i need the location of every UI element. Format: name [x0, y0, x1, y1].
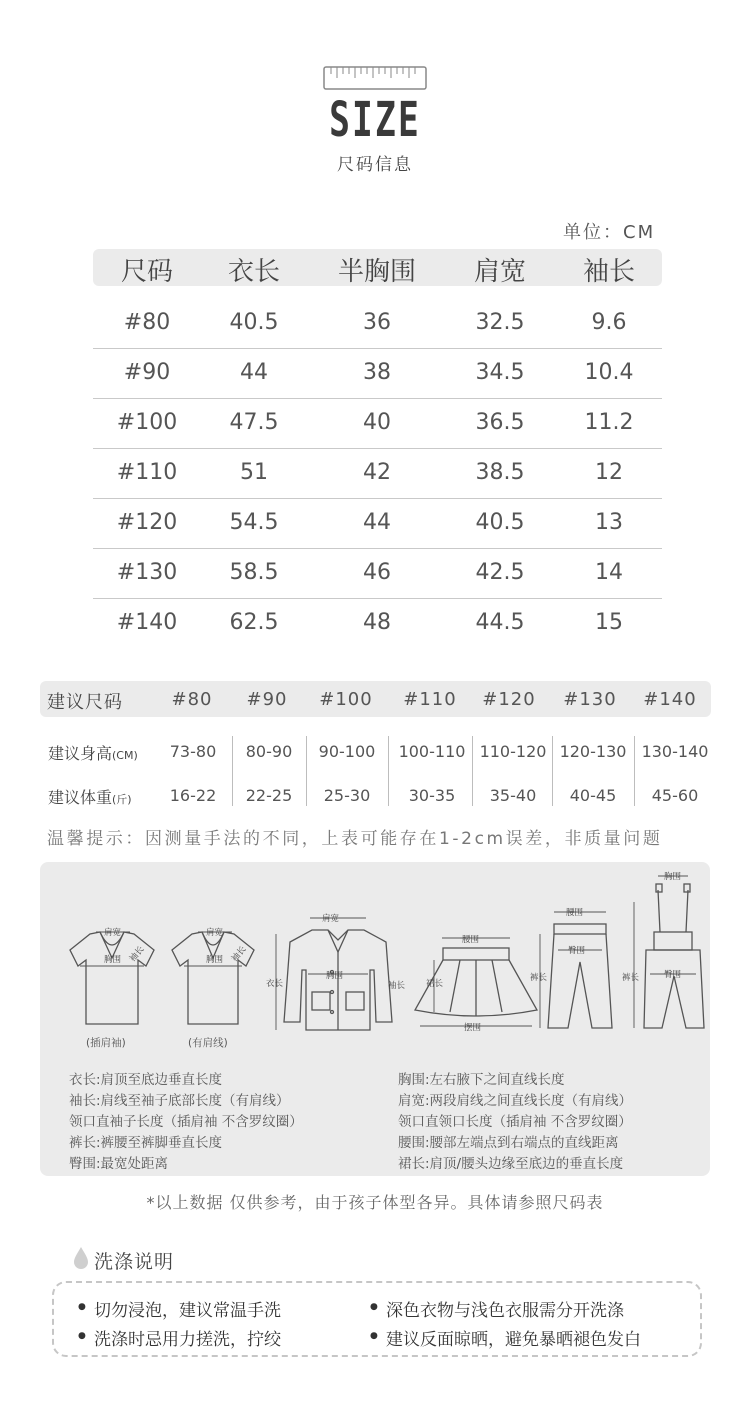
column-header: 肩宽 — [473, 257, 527, 287]
measure-desc: 腰围:腰部左端点到右端点的直线距离 — [398, 1135, 619, 1151]
table-cell: 13 — [595, 510, 623, 535]
table-cell: #110 — [116, 460, 178, 485]
suggest-size: #110 — [403, 689, 457, 710]
column-divider — [232, 736, 233, 806]
measure-desc: 衣长:肩顶至底边垂直长度 — [69, 1072, 223, 1088]
table-cell: 40.5 — [229, 310, 279, 335]
size-subtitle: 尺码信息 — [337, 155, 413, 175]
ruler-icon — [323, 66, 427, 90]
diagram-label: 裙长 — [426, 979, 444, 989]
diagram-label: 胸围 — [104, 955, 122, 965]
table-row — [93, 548, 662, 599]
height-row-label — [48, 741, 138, 764]
measure-desc: 臀围:最宽处距离 — [69, 1156, 169, 1172]
weight-value: 30-35 — [408, 786, 456, 805]
column-header: 尺码 — [120, 257, 174, 287]
suggest-size: #80 — [171, 689, 213, 710]
suggest-size: #90 — [246, 689, 288, 710]
wash-item: ● 深色衣物与浅色衣服需分开洗涤 — [386, 1296, 624, 1321]
height-value: 90-100 — [318, 742, 376, 761]
size-title: SIZE — [329, 92, 421, 148]
table-row — [93, 298, 662, 349]
table-cell: 48 — [363, 610, 391, 635]
table-cell: 14 — [595, 560, 623, 585]
table-cell: #130 — [116, 560, 178, 585]
table-cell: 11.2 — [584, 410, 634, 435]
measure-desc: 领口直袖子长度（插肩袖 不含罗纹圈） — [69, 1114, 303, 1130]
table-row — [93, 448, 662, 499]
wash-item: ● 建议反面晾晒，避免暴晒褪色发白 — [386, 1325, 641, 1350]
table-cell: #90 — [123, 360, 171, 385]
suggest-size: #130 — [563, 689, 617, 710]
height-value: 80-90 — [245, 742, 293, 761]
reference-note: *以上数据 仅供参考，由于孩子体型各异。具体请参照尺码表 — [146, 1193, 604, 1212]
height-unit: (CM) — [112, 749, 138, 762]
table-cell: #80 — [123, 310, 171, 335]
diagram-label: 摆围 — [464, 1023, 482, 1033]
diagram-label: 裤长 — [530, 973, 548, 983]
table-row — [93, 348, 662, 399]
height-value: 120-130 — [559, 742, 627, 761]
weight-value: 40-45 — [569, 786, 617, 805]
suggest-size: #140 — [643, 689, 697, 710]
column-divider — [472, 736, 473, 806]
weight-value: 16-22 — [169, 786, 217, 805]
column-divider — [306, 736, 307, 806]
measure-desc: 裙长:肩顶/腰头边缘至底边的垂直长度 — [398, 1156, 624, 1172]
weight-row-label — [48, 785, 132, 808]
column-header: 袖长 — [582, 257, 636, 287]
height-value: 110-120 — [479, 742, 547, 761]
table-row — [93, 598, 662, 648]
table-row — [93, 398, 662, 449]
diagram-label: 衣长 — [266, 979, 284, 989]
weight-value: 22-25 — [245, 786, 293, 805]
table-cell: 36.5 — [475, 410, 525, 435]
pants-icon — [548, 924, 612, 1028]
wash-item: ● 洗涤时忌用力搓洗，拧绞 — [94, 1325, 281, 1350]
table-cell: 54.5 — [229, 510, 279, 535]
table-cell: 62.5 — [229, 610, 279, 635]
measure-desc: 肩宽:两段肩线之间直线长度（有肩线） — [398, 1093, 633, 1109]
wash-title: 洗涤说明 — [94, 1251, 175, 1273]
measure-desc: 胸围:左右腋下之间直线长度 — [398, 1072, 565, 1088]
height-value: 130-140 — [641, 742, 709, 761]
diagram-label: 臀围 — [664, 970, 682, 980]
diagram-label: 袖长 — [229, 944, 249, 965]
diagram-label: 肩宽 — [206, 928, 224, 938]
column-divider — [388, 736, 389, 806]
shirt2-caption: (有肩线) — [188, 1037, 228, 1049]
diagram-label: 胸围 — [326, 971, 344, 981]
suggest-size-label: 建议尺码 — [47, 692, 123, 713]
table-cell: 44.5 — [475, 610, 525, 635]
diagram-label: 裤长 — [622, 973, 640, 983]
table-cell: #140 — [116, 610, 178, 635]
diagram-label: 腰围 — [566, 908, 584, 918]
diagram-label: 袖长 — [388, 981, 406, 991]
diagram-label: 胸围 — [206, 955, 224, 965]
table-cell: 38 — [363, 360, 391, 385]
table-cell: 46 — [363, 560, 391, 585]
column-divider — [552, 736, 553, 806]
raglan-tshirt-icon — [70, 932, 154, 1024]
unit-label: 单位：CM — [563, 222, 656, 243]
column-header: 半胸围 — [337, 257, 417, 287]
table-cell: 58.5 — [229, 560, 279, 585]
table-cell: 40.5 — [475, 510, 525, 535]
weight-label: 建议体重 — [48, 788, 113, 807]
column-header: 衣长 — [227, 257, 281, 287]
measure-desc: 裤长:裤腰至裤脚垂直长度 — [69, 1135, 223, 1151]
diagram-label: 肩宽 — [104, 928, 122, 938]
table-cell: 42.5 — [475, 560, 525, 585]
table-row — [93, 498, 662, 549]
height-value: 100-110 — [398, 742, 466, 761]
table-cell: 10.4 — [584, 360, 634, 385]
height-label: 建议身高 — [48, 744, 113, 763]
table-cell: 38.5 — [475, 460, 525, 485]
weight-value: 45-60 — [651, 786, 699, 805]
table-cell: 36 — [363, 310, 391, 335]
weight-value: 35-40 — [489, 786, 537, 805]
diagram-label: 肩宽 — [322, 914, 340, 924]
column-divider — [634, 736, 635, 806]
water-drop-icon — [72, 1246, 90, 1270]
shirt1-caption: (插肩袖) — [86, 1037, 126, 1049]
table-cell: 44 — [363, 510, 391, 535]
height-value: 73-80 — [169, 742, 217, 761]
table-cell: 32.5 — [475, 310, 525, 335]
table-cell: 44 — [240, 360, 268, 385]
diagram-label: 胸围 — [664, 872, 682, 882]
table-cell: 40 — [363, 410, 391, 435]
diagram-label: 袖长 — [127, 944, 147, 965]
table-cell: #100 — [116, 410, 178, 435]
suggest-size: #120 — [482, 689, 536, 710]
garment-diagrams — [40, 862, 710, 1062]
table-cell: 47.5 — [229, 410, 279, 435]
overalls-icon — [644, 884, 704, 1028]
weight-unit: (斤) — [112, 793, 132, 806]
measure-desc: 领口直领口长度（插肩袖 不含罗纹圈） — [398, 1114, 632, 1130]
table-cell: 9.6 — [591, 310, 627, 335]
table-cell: 51 — [240, 460, 268, 485]
table-cell: #120 — [116, 510, 178, 535]
wash-item: ● 切勿浸泡，建议常温手洗 — [94, 1296, 281, 1321]
tip-text: 温馨提示：因测量手法的不同，上表可能存在1-2cm误差，非质量问题 — [47, 829, 663, 849]
table-cell: 12 — [595, 460, 623, 485]
table-cell: 15 — [595, 610, 623, 635]
table-cell: 42 — [363, 460, 391, 485]
diagram-label: 臀围 — [568, 946, 586, 956]
table-cell: 34.5 — [475, 360, 525, 385]
measure-desc: 袖长:肩线至袖子底部长度（有肩线） — [69, 1093, 290, 1109]
suggest-size: #100 — [319, 689, 373, 710]
diagram-label: 腰围 — [462, 935, 480, 945]
weight-value: 25-30 — [323, 786, 371, 805]
